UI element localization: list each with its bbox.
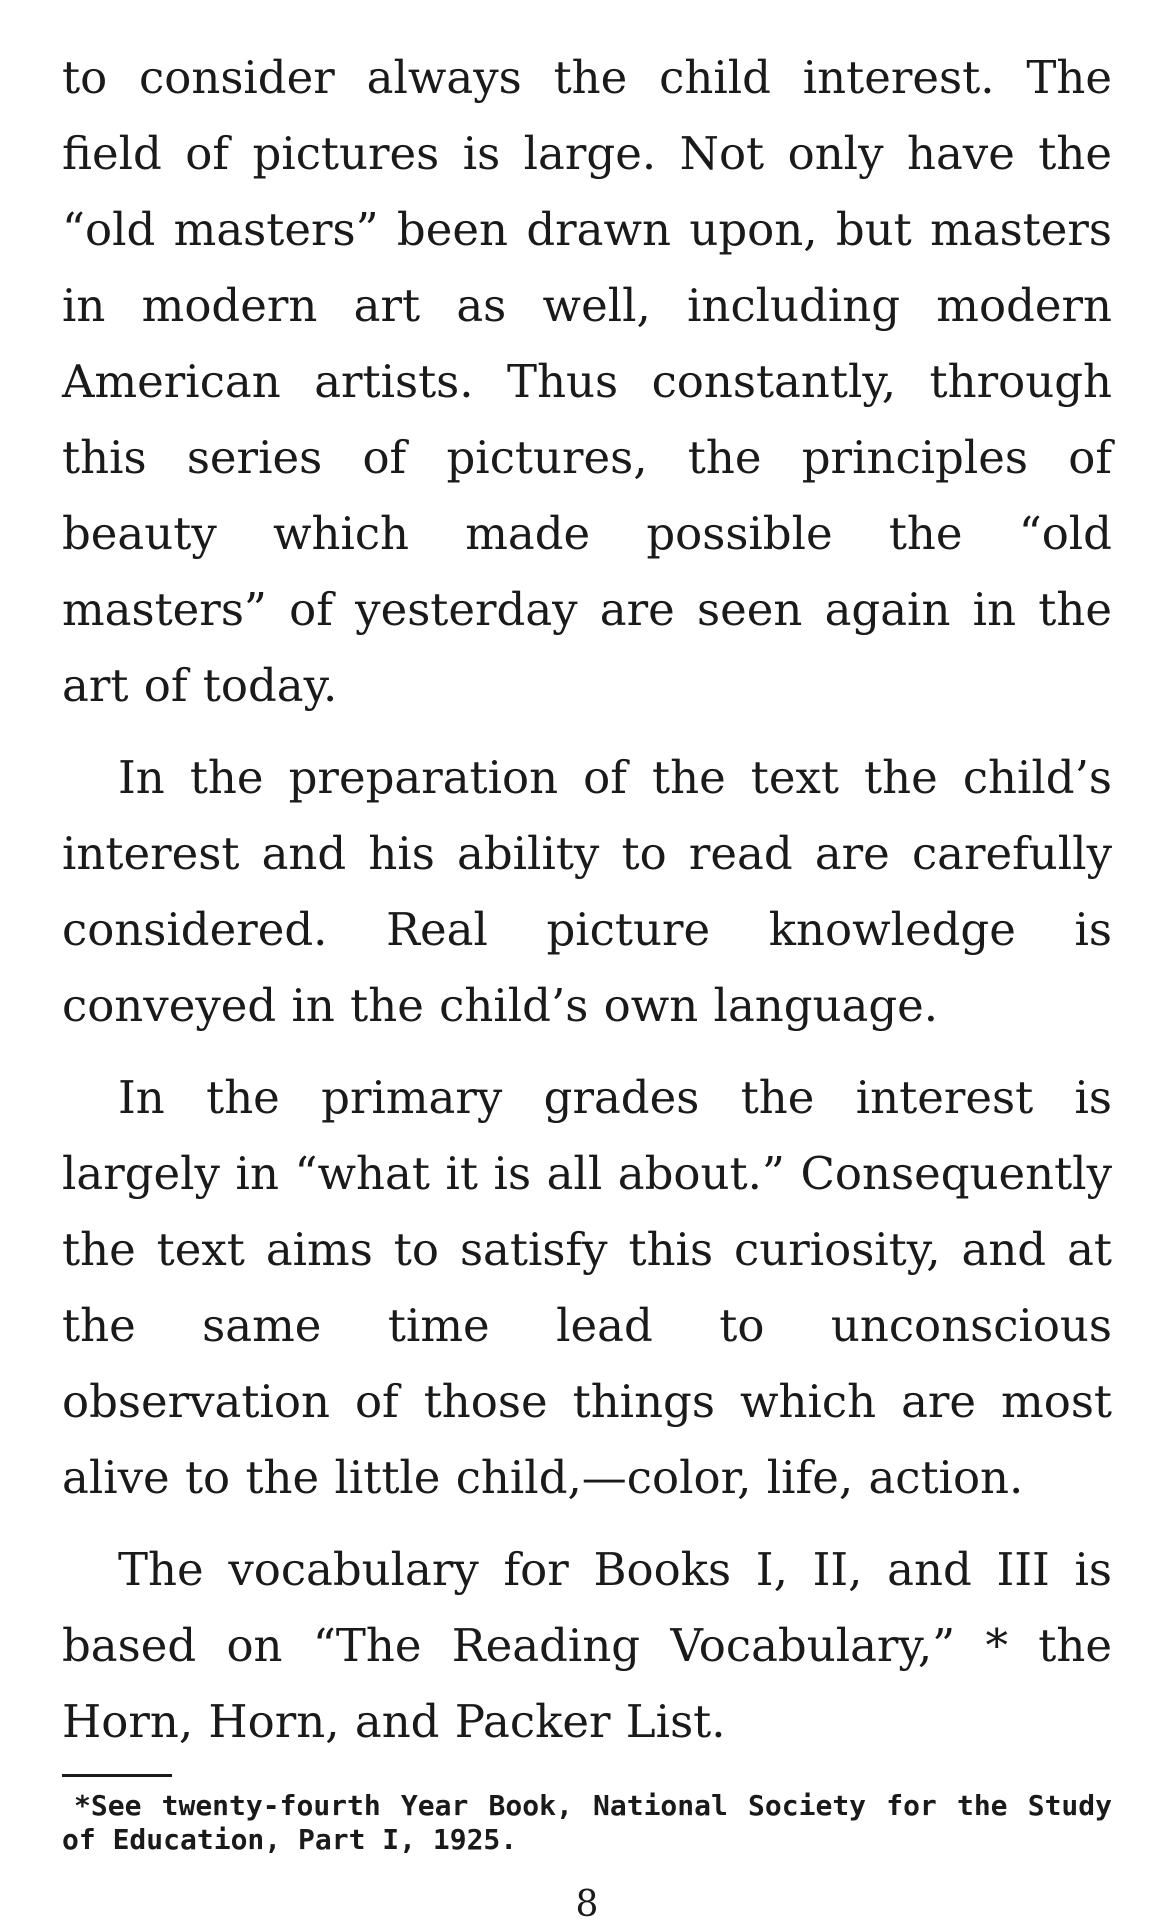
page-number: 8: [575, 1884, 599, 1925]
paragraph-continuation: to consider always the child interest. The field of pictures is large. Not only have the “old masters” been drawn upon, but masters in modern art as well, including modern American artists. Thus constantly, through this series of pictures, the principles of beauty which made possible the “old masters” of yesterday are seen again in the art of today.: [62, 51, 1112, 712]
footnote-divider: [62, 1774, 172, 1777]
book-page: [62, 40, 1112, 1925]
footnote: *See twenty-fourth Year Book, National Society for the Study of Education, Part I, 1925.: [62, 1789, 1112, 1856]
paragraph-primary-grades: In the primary grades the interest is largely in “what it is all about.” Consequently the text aims to satisfy this curiosity, and at the same time lead to unconscious observation of those things which are most alive to the little child,—color, life, action.: [62, 1071, 1112, 1504]
paragraph-text-preparation: In the preparation of the text the child’s interest and his ability to read are carefully considered. Real picture knowledge is conveyed in the child’s own language.: [62, 751, 1112, 1032]
paragraph-vocabulary: The vocabulary for Books I, II, and III is based on “The Reading Vocabulary,” * the Horn, Horn, and Packer List.: [62, 1543, 1112, 1748]
